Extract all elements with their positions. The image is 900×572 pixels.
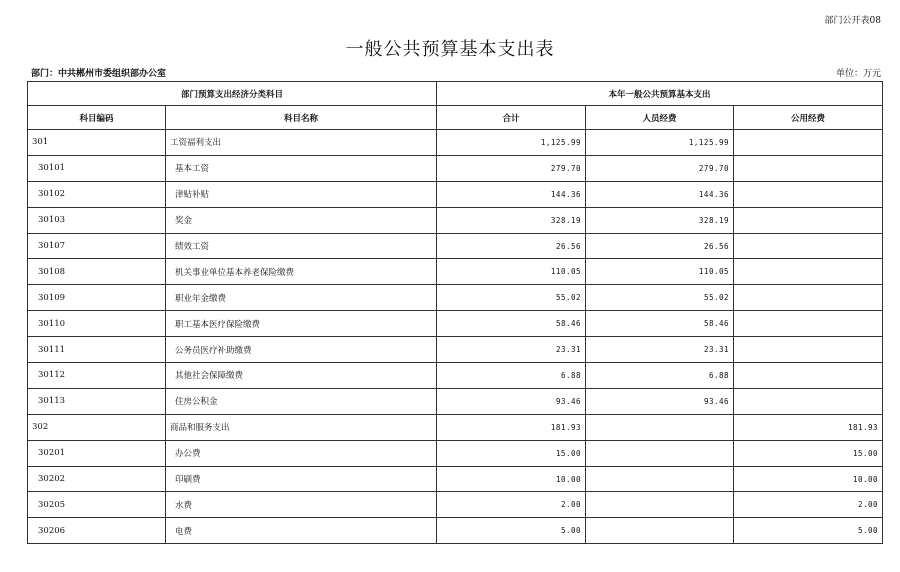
column-header-personnel: 人员经费 bbox=[586, 106, 734, 130]
cell-code: 30205 bbox=[28, 492, 166, 518]
cell-total: 1,125.99 bbox=[437, 130, 586, 156]
cell-public: 15.00 bbox=[734, 440, 883, 466]
page-title: 一般公共预算基本支出表 bbox=[345, 39, 555, 60]
cell-personnel: 110.05 bbox=[586, 259, 734, 285]
cell-code: 30103 bbox=[28, 207, 166, 233]
table-row bbox=[28, 440, 883, 466]
cell-public bbox=[734, 130, 883, 156]
cell-personnel: 26.56 bbox=[586, 233, 734, 259]
cell-personnel: 1,125.99 bbox=[586, 130, 734, 156]
cell-public: 5.00 bbox=[734, 518, 883, 544]
cell-public bbox=[734, 363, 883, 389]
cell-total: 26.56 bbox=[437, 233, 586, 259]
cell-code: 30110 bbox=[28, 311, 166, 337]
column-header-code: 科目编码 bbox=[28, 106, 166, 130]
cell-name: 职工基本医疗保险缴费 bbox=[166, 311, 437, 337]
cell-name: 机关事业单位基本养老保险缴费 bbox=[166, 259, 437, 285]
cell-personnel: 279.70 bbox=[586, 155, 734, 181]
cell-code: 30102 bbox=[28, 181, 166, 207]
table-row bbox=[28, 233, 883, 259]
cell-public bbox=[734, 311, 883, 337]
column-header-row bbox=[28, 106, 883, 130]
table-row bbox=[28, 388, 883, 414]
cell-total: 279.70 bbox=[437, 155, 586, 181]
cell-personnel: 6.88 bbox=[586, 363, 734, 389]
cell-total: 15.00 bbox=[437, 440, 586, 466]
cell-code: 30111 bbox=[28, 337, 166, 363]
cell-total: 2.00 bbox=[437, 492, 586, 518]
cell-code: 30112 bbox=[28, 363, 166, 389]
cell-personnel: 144.36 bbox=[586, 181, 734, 207]
cell-personnel: 58.46 bbox=[586, 311, 734, 337]
cell-name: 其他社会保障缴费 bbox=[166, 363, 437, 389]
column-header-public: 公用经费 bbox=[734, 106, 883, 130]
cell-code: 30202 bbox=[28, 466, 166, 492]
cell-public: 2.00 bbox=[734, 492, 883, 518]
cell-name: 办公费 bbox=[166, 440, 437, 466]
cell-public bbox=[734, 337, 883, 363]
table-row bbox=[28, 414, 883, 440]
cell-total: 144.36 bbox=[437, 181, 586, 207]
cell-total: 93.46 bbox=[437, 388, 586, 414]
group-header-row bbox=[28, 82, 883, 106]
cell-name: 工资福利支出 bbox=[166, 130, 437, 156]
cell-personnel bbox=[586, 414, 734, 440]
table-row bbox=[28, 155, 883, 181]
cell-name: 印刷费 bbox=[166, 466, 437, 492]
cell-personnel bbox=[586, 518, 734, 544]
cell-personnel bbox=[586, 440, 734, 466]
table-row bbox=[28, 285, 883, 311]
cell-name: 奖金 bbox=[166, 207, 437, 233]
cell-public bbox=[734, 285, 883, 311]
table-row bbox=[28, 363, 883, 389]
cell-code: 30206 bbox=[28, 518, 166, 544]
cell-name: 津贴补贴 bbox=[166, 181, 437, 207]
cell-total: 23.31 bbox=[437, 337, 586, 363]
cell-personnel bbox=[586, 466, 734, 492]
cell-total: 181.93 bbox=[437, 414, 586, 440]
cell-personnel: 23.31 bbox=[586, 337, 734, 363]
table-row bbox=[28, 466, 883, 492]
cell-personnel bbox=[586, 492, 734, 518]
cell-total: 6.88 bbox=[437, 363, 586, 389]
cell-code: 30101 bbox=[28, 155, 166, 181]
cell-name: 商品和服务支出 bbox=[166, 414, 437, 440]
cell-public bbox=[734, 388, 883, 414]
cell-code: 30107 bbox=[28, 233, 166, 259]
cell-name: 职业年金缴费 bbox=[166, 285, 437, 311]
cell-total: 110.05 bbox=[437, 259, 586, 285]
cell-total: 55.02 bbox=[437, 285, 586, 311]
table-row bbox=[28, 207, 883, 233]
table-row bbox=[28, 518, 883, 544]
cell-public bbox=[734, 181, 883, 207]
cell-code: 30108 bbox=[28, 259, 166, 285]
cell-personnel: 55.02 bbox=[586, 285, 734, 311]
cell-name: 水费 bbox=[166, 492, 437, 518]
column-header-total: 合计 bbox=[437, 106, 586, 130]
cell-personnel: 328.19 bbox=[586, 207, 734, 233]
cell-public: 10.00 bbox=[734, 466, 883, 492]
cell-public bbox=[734, 155, 883, 181]
cell-public bbox=[734, 259, 883, 285]
cell-public bbox=[734, 233, 883, 259]
cell-name: 绩效工资 bbox=[166, 233, 437, 259]
cell-total: 58.46 bbox=[437, 311, 586, 337]
table-row bbox=[28, 337, 883, 363]
cell-total: 328.19 bbox=[437, 207, 586, 233]
cell-name: 基本工资 bbox=[166, 155, 437, 181]
cell-total: 10.00 bbox=[437, 466, 586, 492]
cell-name: 住房公积金 bbox=[166, 388, 437, 414]
table-row bbox=[28, 492, 883, 518]
form-number: 部门公开表08 bbox=[824, 16, 881, 26]
cell-public bbox=[734, 207, 883, 233]
cell-personnel: 93.46 bbox=[586, 388, 734, 414]
table-row bbox=[28, 181, 883, 207]
cell-code: 302 bbox=[28, 414, 166, 440]
cell-code: 301 bbox=[28, 130, 166, 156]
cell-total: 5.00 bbox=[437, 518, 586, 544]
unit-label: 单位：万元 bbox=[835, 69, 881, 79]
cell-code: 30109 bbox=[28, 285, 166, 311]
table-row bbox=[28, 130, 883, 156]
budget-table-body bbox=[28, 130, 883, 544]
department-label: 部门：中共郴州市委组织部办公室 bbox=[31, 69, 167, 79]
column-header-name: 科目名称 bbox=[166, 106, 437, 130]
cell-name: 公务员医疗补助缴费 bbox=[166, 337, 437, 363]
cell-code: 30113 bbox=[28, 388, 166, 414]
cell-name: 电费 bbox=[166, 518, 437, 544]
cell-public: 181.93 bbox=[734, 414, 883, 440]
budget-table bbox=[27, 81, 883, 544]
cell-code: 30201 bbox=[28, 440, 166, 466]
table-row bbox=[28, 259, 883, 285]
group-header-classification: 部门预算支出经济分类科目 bbox=[28, 82, 437, 106]
table-row bbox=[28, 311, 883, 337]
group-header-budget: 本年一般公共预算基本支出 bbox=[437, 82, 883, 106]
